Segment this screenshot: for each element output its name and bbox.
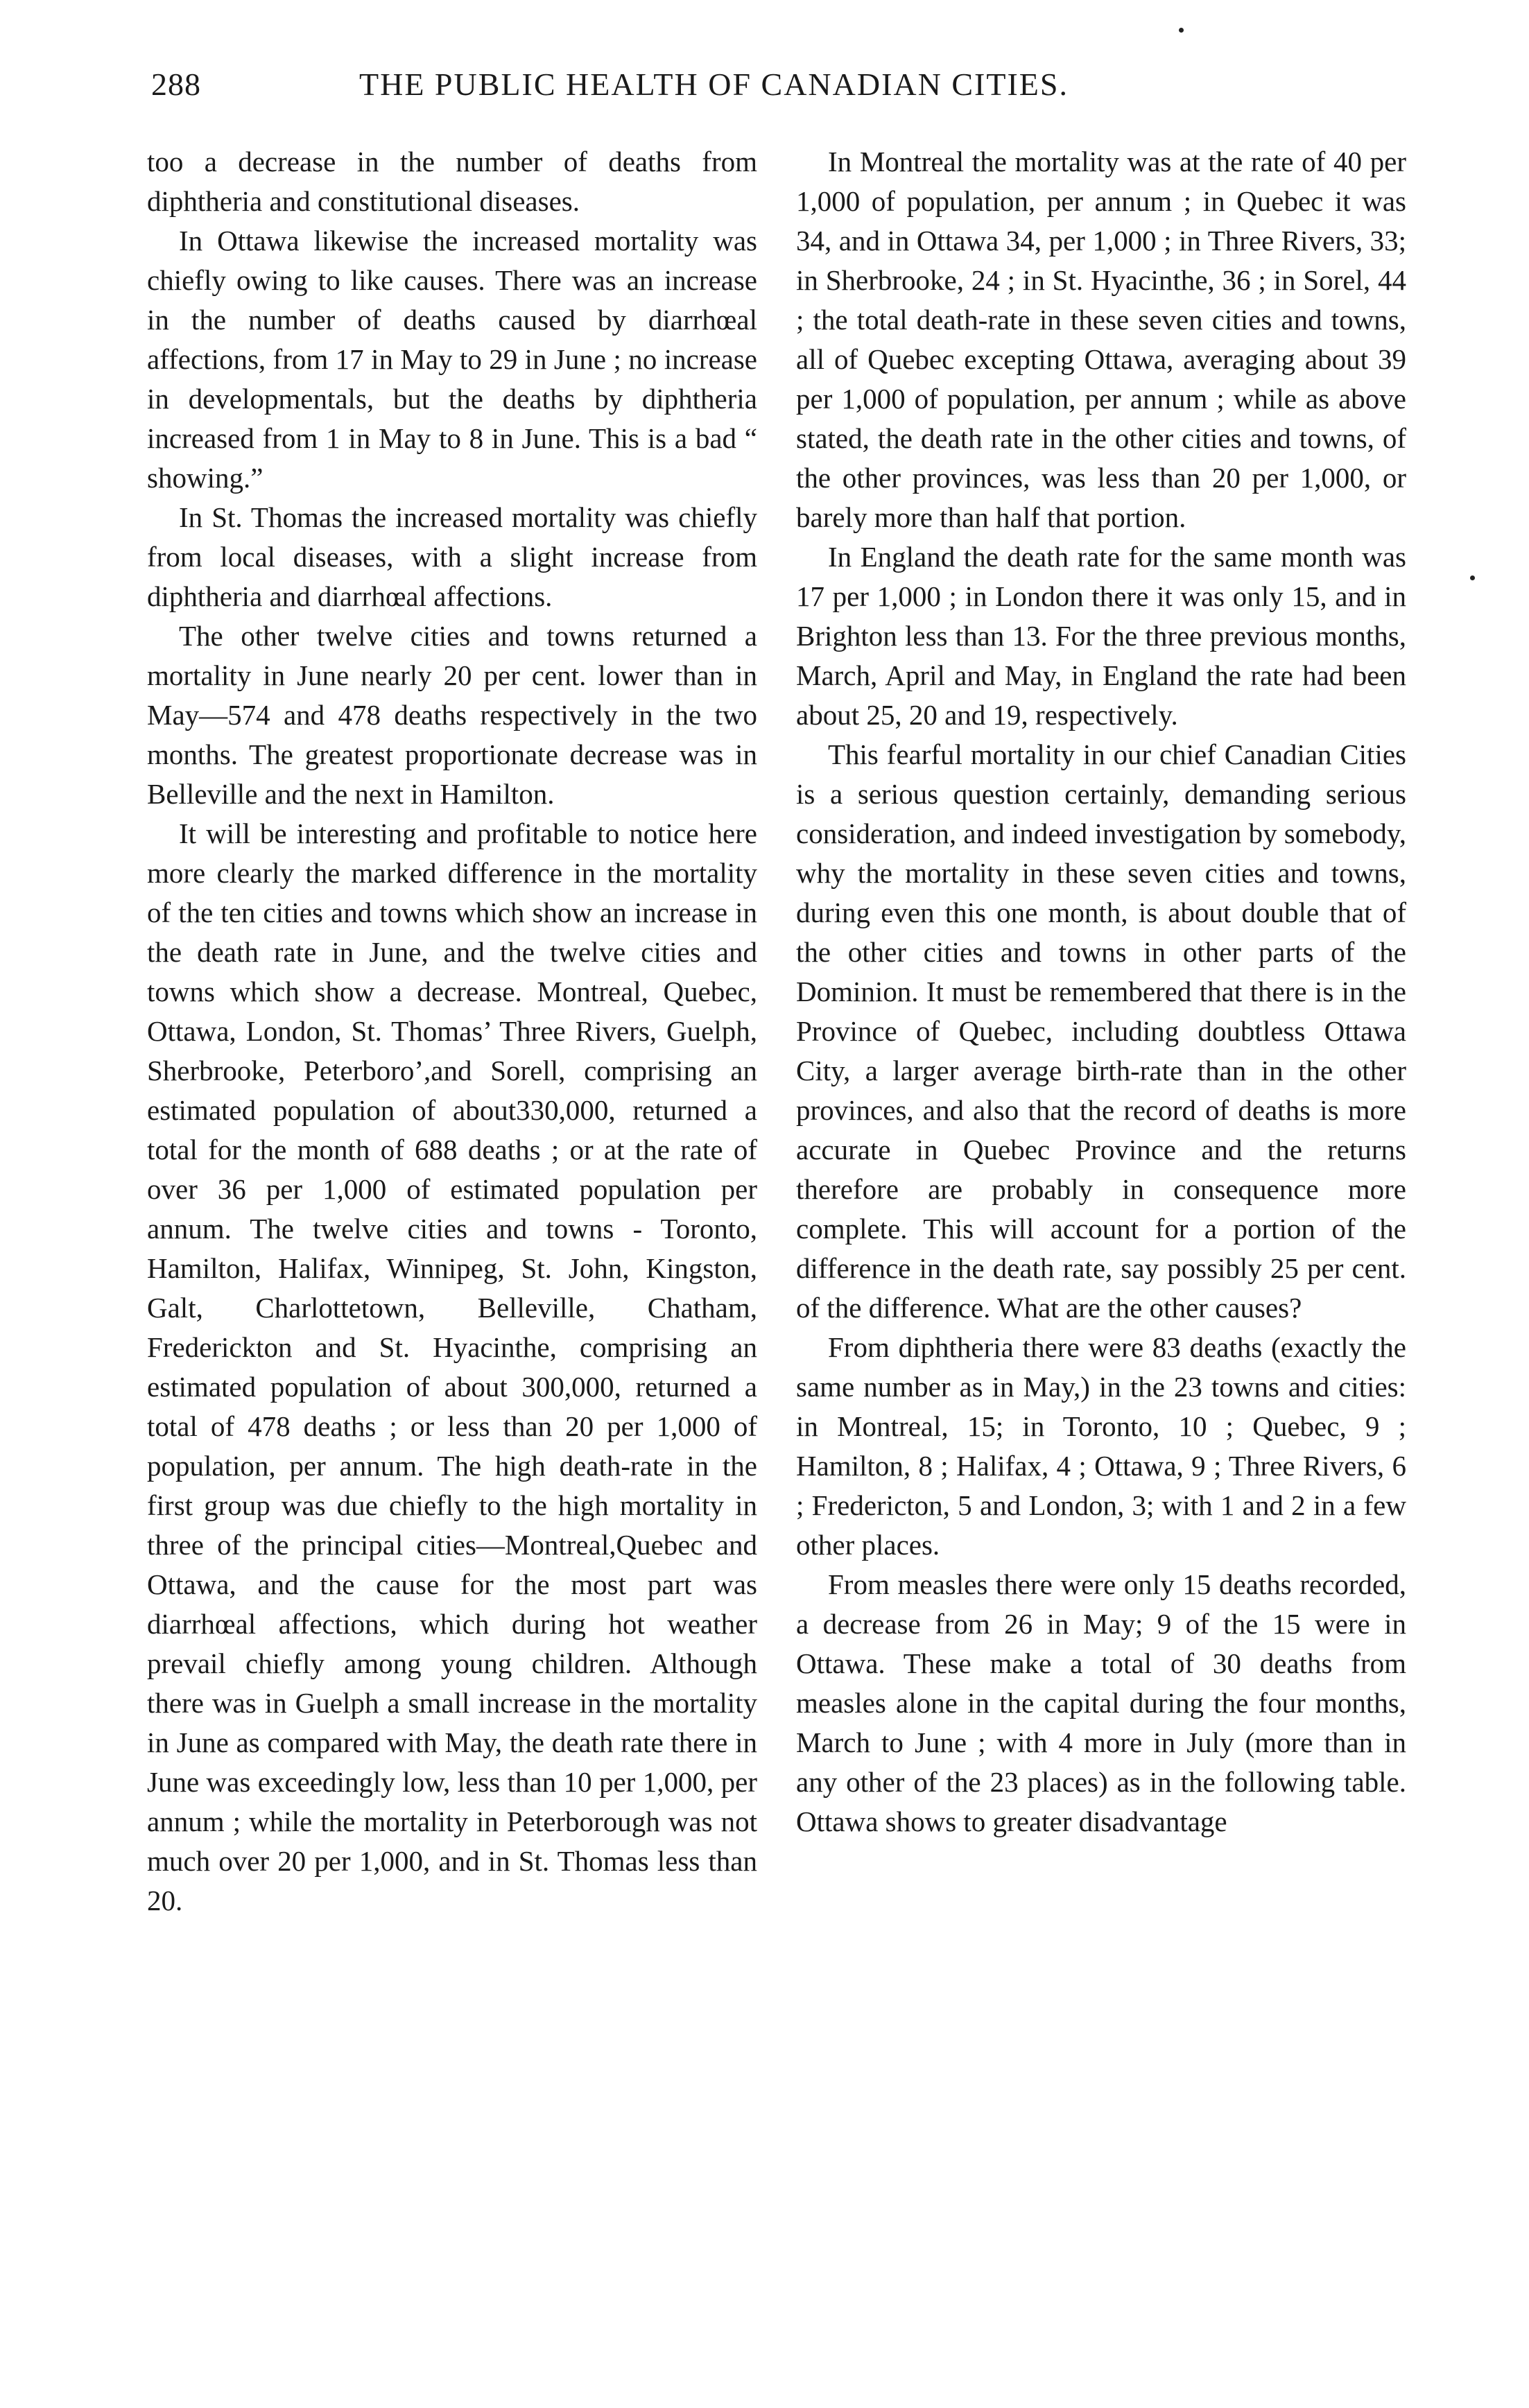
paragraph: From diphtheria there were 83 deaths (exactly the same number as in May,) in the 23 towns and cities: in Montreal, 15; in Toronto, 10 ; Quebec, 9 ; Hamilton, 8 ; Halifax, 4 ; Ottawa, 9 ; Three Rivers, 6 ; Fredericton, 5 and London, 3; with 1 and 2 in a few other places. bbox=[796, 1331, 1406, 1561]
running-title: THE PUBLIC HEALTH OF CANADIAN CITIES. bbox=[359, 67, 1069, 102]
print-speck bbox=[1179, 28, 1184, 33]
paragraph: This fearful mortality in our chief Canadian Cities is a serious question certainly, demanding serious consideration, and indeed investigation by somebody, why the mortality in these seven cities and towns, during even this one month, is about double that of the other cities and towns in other parts of the Dominion. It must be remembered that there is in the Province of Quebec, including doubtless Ottawa City, a larger average birth-rate than in the other provinces, and also that the record of deaths is more accurate in Quebec Province and the returns therefore are probably in consequence more complete. This will account for a portion of the difference in the death rate, say possibly 25 per cent. of the difference. What are the other causes? bbox=[796, 738, 1406, 1324]
paragraph: In St. Thomas the increased mortality was chiefly from local diseases, with a slight increase from diphtheria and diarrhœal affections. bbox=[147, 501, 757, 612]
paragraph: In Montreal the mortality was at the rate of 40 per 1,000 of population, per annum ; in Quebec it was 34, and in Ottawa 34, per 1,000 ; in Three Rivers, 33; in Sherbrooke, 24 ; in St. Hyacinthe, 36 ; in Sorel, 44 ; the total death-rate in these seven cities and towns, all of Quebec excepting Ottawa, averaging about 39 per 1,000 of population, per annum ; while as above stated, the death rate in the other cities and towns, of the other provinces, was less than 20 per 1,000, or barely more than half that portion. bbox=[796, 146, 1406, 533]
right-column bbox=[796, 142, 1406, 1842]
page-header bbox=[151, 66, 1261, 121]
page-number: 288 bbox=[151, 67, 201, 102]
paragraph: In England the death rate for the same month was 17 per 1,000 ; in London there it was only 15, and in Brighton less than 13. For the three previous months, March, April and May, in England the rate had been about 25, 20 and 19, respectively. bbox=[796, 541, 1406, 731]
print-speck bbox=[1470, 575, 1475, 580]
paragraph: It will be interesting and profitable to notice here more clearly the marked difference in the mortality of the ten cities and towns which show an increase in the death rate in June, and the twelve cities and towns which show a decrease. Montreal, Quebec, Ottawa, London, St. Thomas’ Three Rivers, Guelph, Sherbrooke, Peterboro’,and Sorell, comprising an estimated population of about330,000, returned a total for the month of 688 deaths ; or at the rate of over 36 per 1,000 of estimated population per annum. The twelve cities and towns - Toronto, Hamilton, Halifax, Winnipeg, St. John, Kingston, Galt, Charlottetown, Belleville, Chatham, Frederickton and St. Hyacinthe, comprising an estimated population of about 300,000, returned a total of 478 deaths ; or less than 20 per 1,000 of population, per annum. The high death-rate in the first group was due chiefly to the high mortality in three of the principal cities—Montreal,Quebec and Ottawa, and the cause for the most part was diarrhœal affections, which during hot weather prevail chiefly among young children. Although there was in Guelph a small increase in the mortality in June as compared with May, the death rate there in June was exceedingly low, less than 10 per 1,000, per annum ; while the mortality in Peterborough was not much over 20 per 1,000, and in St. Thomas less than 20. bbox=[147, 817, 757, 1916]
paragraph: too a decrease in the number of deaths from diphtheria and constitutional diseases. bbox=[147, 146, 757, 217]
paragraph: The other twelve cities and towns returned a mortality in June nearly 20 per cent. lower than in May—574 and 478 deaths respectively in the two months. The greatest proportionate decrease was in Belleville and the next in Hamilton. bbox=[147, 620, 757, 810]
left-column bbox=[147, 142, 757, 1921]
paragraph: In Ottawa likewise the increased mortality was chiefly owing to like causes. There was an increase in the number of deaths caused by diarrhœal affections, from 17 in May to 29 in June ; no increase in developmentals, but the deaths by diphtheria increased from 1 in May to 8 in June. This is a bad “ showing.” bbox=[147, 225, 757, 494]
paragraph: From measles there were only 15 deaths recorded, a decrease from 26 in May; 9 of the 15 were in Ottawa. These make a total of 30 deaths from measles alone in the capital during the four months, March to June ; with 4 more in July (more than in any other of the 23 places) as in the following table. Ottawa shows to greater disadvantage bbox=[796, 1568, 1406, 1837]
